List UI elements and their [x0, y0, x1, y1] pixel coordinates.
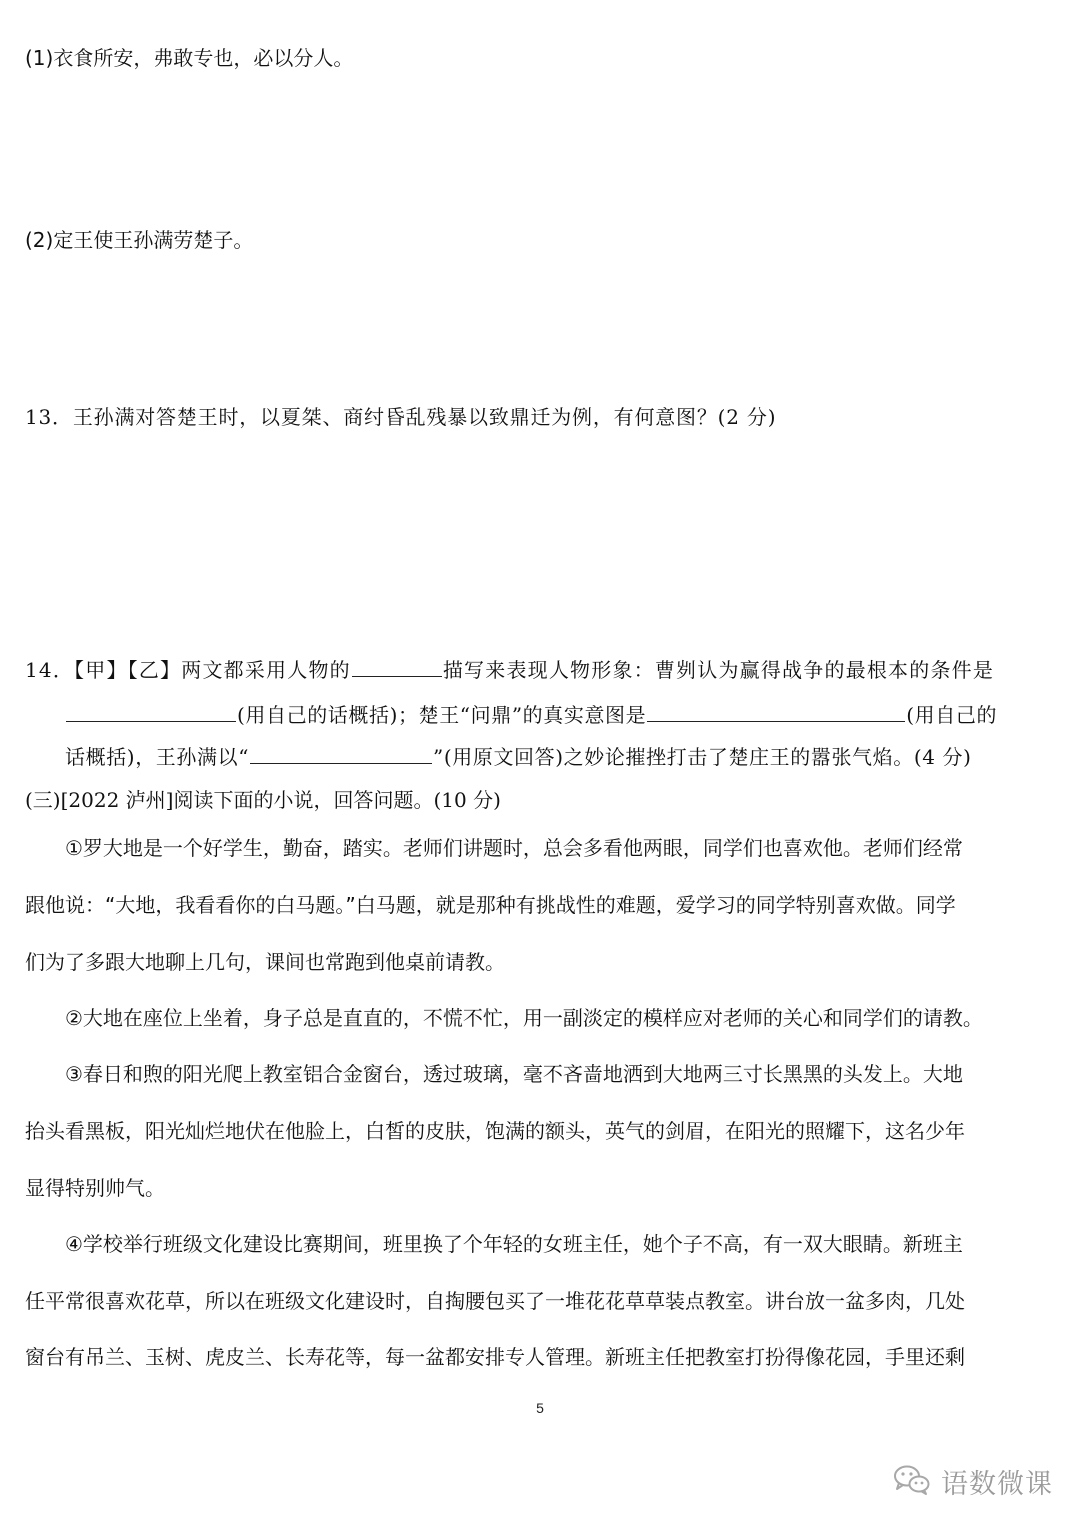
q12-item-1: (1)衣食所安，弗敢专也，必以分人。 — [25, 46, 354, 70]
q14-text-2a: (用自己的话概括)；楚王“问鼎”的真实意图是 — [237, 703, 647, 727]
story-p4-line-3: 窗台有吊兰、玉树、虎皮兰、长寿花等，每一盆都安排专人管理。新班主任把教室打扮得像花园，手里还剩 — [25, 1345, 965, 1369]
story-p1-line-1: ①罗大地是一个好学生，勤奋，踏实。老师们讲题时，总会多看他两眼，同学们也喜欢他。老师们经常 — [65, 836, 963, 860]
story-p4-line-2: 任平常很喜欢花草，所以在班级文化建设时，自掏腰包买了一堆花花草草装点教室。讲台放一盆多肉，几处 — [25, 1289, 965, 1313]
q14-text-1b: 描写来表现人物形象：曹刿认为赢得战争的最根本的条件是 — [442, 658, 995, 682]
story-p1-line-2: 跟他说：“大地，我看看你的白马题。”白马题，就是那种有挑战性的难题，爱学习的同学特别喜欢做。同学 — [25, 893, 956, 917]
q14-text-1a: 14．【甲】【乙】两文都采用人物的 — [25, 658, 351, 682]
section-3-header: (三)[2022 泸州]阅读下面的小说，回答问题。(10 分) — [25, 788, 501, 812]
answer-blank-4[interactable] — [250, 762, 432, 764]
question-14-line-3 — [65, 745, 972, 769]
story-p2-line-1: ②大地在座位上坐着，身子总是直直的，不慌不忙，用一副淡定的模样应对老师的关心和同学们的请教。 — [65, 1006, 983, 1030]
watermark-text: 语数微课 — [941, 1469, 1053, 1500]
story-p4-line-1: ④学校举行班级文化建设比赛期间，班里换了个年轻的女班主任，她个子不高，有一双大眼睛。新班主 — [65, 1232, 963, 1256]
answer-blank-1[interactable] — [352, 675, 442, 677]
question-14-line-1 — [25, 658, 994, 682]
question-13: 13．王孙满对答楚王时，以夏桀、商纣昏乱残暴以致鼎迁为例，有何意图？(2 分) — [25, 405, 777, 429]
story-p3-line-2: 抬头看黑板，阳光灿烂地伏在他脸上，白皙的皮肤，饱满的额头，英气的剑眉，在阳光的照耀下，这名少年 — [25, 1119, 965, 1143]
wechat-icon — [893, 1464, 931, 1500]
q12-item-2: (2)定王使王孙满劳楚子。 — [25, 228, 254, 252]
q14-text-2b: (用自己的 — [906, 703, 998, 727]
watermark — [893, 1462, 1053, 1501]
answer-blank-2[interactable] — [66, 720, 236, 722]
story-p3-line-3: 显得特别帅气。 — [25, 1176, 165, 1200]
story-p1-line-3: 们为了多跟大地聊上几句，课间也常跑到他桌前请教。 — [25, 950, 505, 974]
question-14-line-2 — [65, 703, 997, 727]
story-p3-line-1: ③春日和煦的阳光爬上教室铝合金窗台，透过玻璃，毫不吝啬地洒到大地两三寸长黑黑的头发上。大地 — [65, 1062, 963, 1086]
page-number: 5 — [536, 1400, 544, 1416]
q14-text-3b: ”(用原文回答)之妙论摧挫打击了楚庄王的嚣张气焰。(4 分) — [433, 745, 972, 769]
answer-blank-3[interactable] — [647, 720, 905, 722]
q14-text-3a: 话概括)，王孙满以“ — [65, 745, 250, 769]
